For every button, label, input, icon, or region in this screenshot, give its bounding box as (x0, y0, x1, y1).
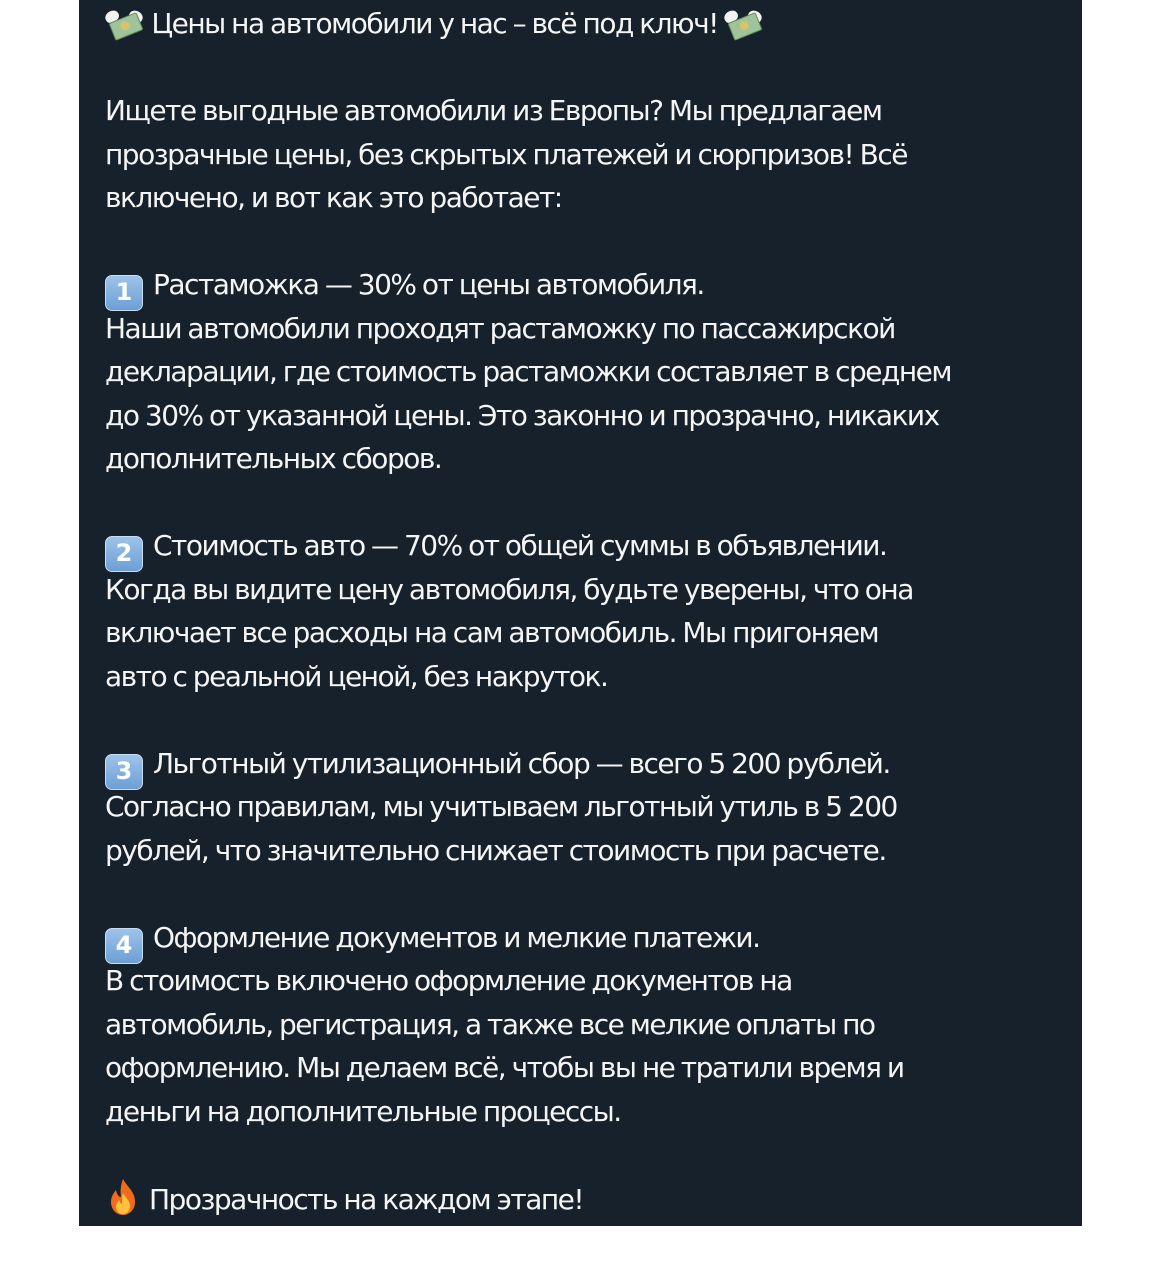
keycap-three-icon: 3 (105, 754, 143, 790)
money-with-wings-icon (724, 9, 764, 39)
intro-line: прозрачные цены, без скрытых платежей и сюрпризов! Всё (105, 137, 908, 171)
intro-line: Ищете выгодные автомобили из Европы? Мы предлагаем (105, 94, 882, 127)
message-heading (105, 2, 1082, 46)
blank-line (105, 1133, 1082, 1177)
money-with-wings-icon (105, 9, 145, 39)
footer-text: Прозрачность на каждом этапе! (149, 1182, 584, 1216)
keycap-one-icon: 1 (105, 275, 143, 311)
section-title (105, 916, 1082, 960)
section-title (105, 263, 1082, 307)
section-body-line: декларации, где стоимость растаможки составляет в среднем (105, 355, 951, 388)
heading-text: Цены на автомобили у нас – всё под ключ! (151, 7, 718, 40)
section-body-line: Согласно правилам, мы учитываем льготный утиль в 5 200 (105, 790, 897, 823)
section-title-text: Оформление документов и мелкие платежи. (153, 920, 760, 954)
keycap-two-icon: 2 (105, 536, 143, 572)
section-title-text: Стоимость авто — 70% от общей суммы в объявлении. (153, 529, 887, 562)
section-body-line: авто с реальной ценой, без накруток. (105, 659, 608, 693)
section-body-line: Когда вы видите цену автомобиля, будьте уверены, что она (105, 572, 913, 606)
section-body-line: автомобиль, регистрация, а также все мелкие оплаты по (105, 1007, 875, 1041)
channel-message (79, 0, 1082, 1226)
section-body-line: деньги на дополнительные процессы. (105, 1094, 621, 1128)
section-title (105, 524, 1082, 568)
blank-line (105, 220, 1082, 264)
section-body-line: включает все расходы на сам автомобиль. Мы пригоняем (105, 616, 879, 649)
section-body-line: В стоимость включено оформление документов на (105, 964, 792, 997)
section-body-line: дополнительных сборов. (105, 442, 442, 475)
section-body-line: оформлению. Мы делаем всё, чтобы вы не тратили время и (105, 1051, 904, 1084)
fire-icon (105, 1177, 141, 1217)
section-title (105, 742, 1082, 786)
message-footer (105, 1177, 1082, 1221)
blank-line (105, 698, 1082, 742)
section-title-text: Растаможка — 30% от цены автомобиля. (153, 268, 704, 301)
blank-line (105, 872, 1082, 916)
keycap-four-icon: 4 (105, 928, 143, 964)
blank-line (105, 46, 1082, 90)
blank-line (105, 481, 1082, 525)
section-body-line: до 30% от указанной цены. Это законно и прозрачно, никаких (105, 398, 939, 432)
section-body-line: рублей, что значительно снижает стоимость при расчете. (105, 833, 886, 867)
section-title-text: Льготный утилизационный сбор — всего 5 200 рублей. (153, 746, 890, 780)
intro-line: включено, и вот как это работает: (105, 181, 562, 214)
section-body-line: Наши автомобили проходят растаможку по пассажирской (105, 311, 895, 345)
